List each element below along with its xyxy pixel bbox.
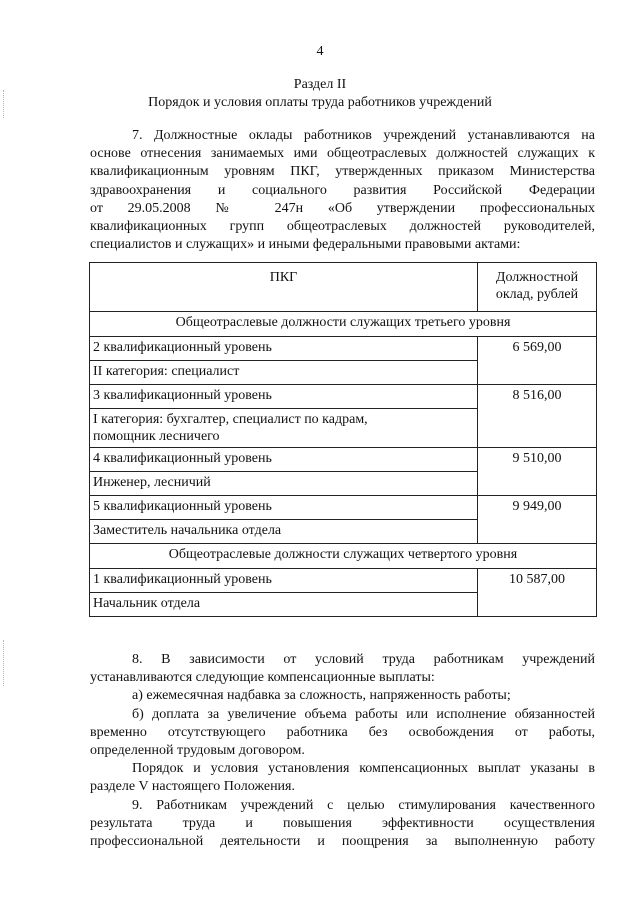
paragraph-7	[90, 127, 595, 254]
paragraph-7-line: квалификационных групп общеотраслевых должностей руководителей,	[90, 219, 595, 235]
section-title: Раздел II	[293, 77, 347, 92]
paragraph-7-line: здравоохранения и социального развития Российской Федерации	[90, 182, 595, 198]
level-cell: 5 квалификационный уровень	[90, 496, 478, 520]
section-subtitle: Порядок и условия оплаты труда работников учреждений	[148, 95, 492, 110]
level-cell: 1 квалификационный уровень	[90, 569, 478, 593]
header-salary-line2: оклад, рублей	[495, 287, 579, 302]
header-pkg: ПКГ	[90, 263, 478, 312]
paragraph-7-line: квалификационным уровням ПКГ, утвержденных приказом Министерства	[90, 164, 595, 180]
salary-cell: 9 949,00	[478, 496, 597, 544]
position-cell: Инженер, лесничий	[90, 472, 478, 496]
position-cell: II категория: специалист	[90, 361, 478, 385]
salary-cell: 9 510,00	[478, 448, 597, 496]
salary-cell: 6 569,00	[478, 337, 597, 385]
item-a: а) ежемесячная надбавка за сложность, напряженность работы;	[132, 688, 511, 704]
paragraph-9-line: профессиональной деятельности и поощрения за выполненную работу	[90, 834, 595, 850]
paragraph-9-line: 9. Работникам учреждений с целью стимулирования качественного	[132, 797, 595, 813]
paragraph-9-line: результата труда и повышения эффективности осуществления	[90, 815, 595, 831]
header-salary-line1: Должностной	[495, 270, 579, 285]
table-row	[90, 448, 597, 472]
scan-edge-mark	[3, 90, 5, 118]
group-fourth-level: Общеотраслевые должности служащих четвертого уровня	[90, 544, 597, 569]
paragraph-7-line: от 29.05.2008 № 247н «Об утверждении профессиональных	[90, 200, 595, 216]
group-third-level: Общеотраслевые должности служащих третьего уровня	[90, 312, 597, 337]
table-row	[90, 337, 597, 361]
level-cell: 2 квалификационный уровень	[90, 337, 478, 361]
paragraph-8	[90, 651, 595, 851]
order-line: Порядок и условия установления компенсационных выплат указаны в	[132, 761, 595, 777]
item-b-line: б) доплата за увеличение объема работы или исполнение обязанностей	[132, 706, 595, 722]
salary-cell: 8 516,00	[478, 385, 597, 448]
salary-table	[89, 262, 597, 617]
page-number: 4	[316, 44, 324, 59]
paragraph-7-line: 7. Должностные оклады работников учреждений устанавливаются на	[132, 128, 595, 143]
position-cell: Начальник отдела	[90, 593, 478, 617]
item-b-line: временно отсутствующего работника без освобождения от работы,	[90, 724, 595, 740]
table-row	[90, 385, 597, 409]
scan-edge-mark	[3, 640, 5, 686]
header-salary	[478, 263, 597, 312]
table-row	[90, 496, 597, 520]
position-cell	[90, 409, 478, 448]
level-cell: 4 квалификационный уровень	[90, 448, 478, 472]
level-cell: 3 квалификационный уровень	[90, 385, 478, 409]
paragraph-8-line: устанавливаются следующие компенсационные выплаты:	[90, 670, 435, 686]
table-row	[90, 569, 597, 593]
table-header-row	[90, 263, 597, 312]
order-line: разделе V настоящего Положения.	[90, 779, 295, 795]
paragraph-7-line: специалистов и служащих» и иными федеральными правовыми актами:	[90, 237, 521, 253]
paragraph-7-line: основе отнесения занимаемых ими общеотраслевых должностей служащих к	[90, 146, 595, 162]
position-cell: Заместитель начальника отдела	[90, 520, 478, 544]
paragraph-8-line: 8. В зависимости от условий труда работникам учреждений	[132, 652, 595, 667]
item-b-line: определенной трудовым договором.	[90, 743, 305, 759]
position-line: помощник лесничего	[93, 429, 220, 444]
position-line: I категория: бухгалтер, специалист по кадрам,	[93, 412, 368, 427]
salary-cell: 10 587,00	[478, 569, 597, 617]
